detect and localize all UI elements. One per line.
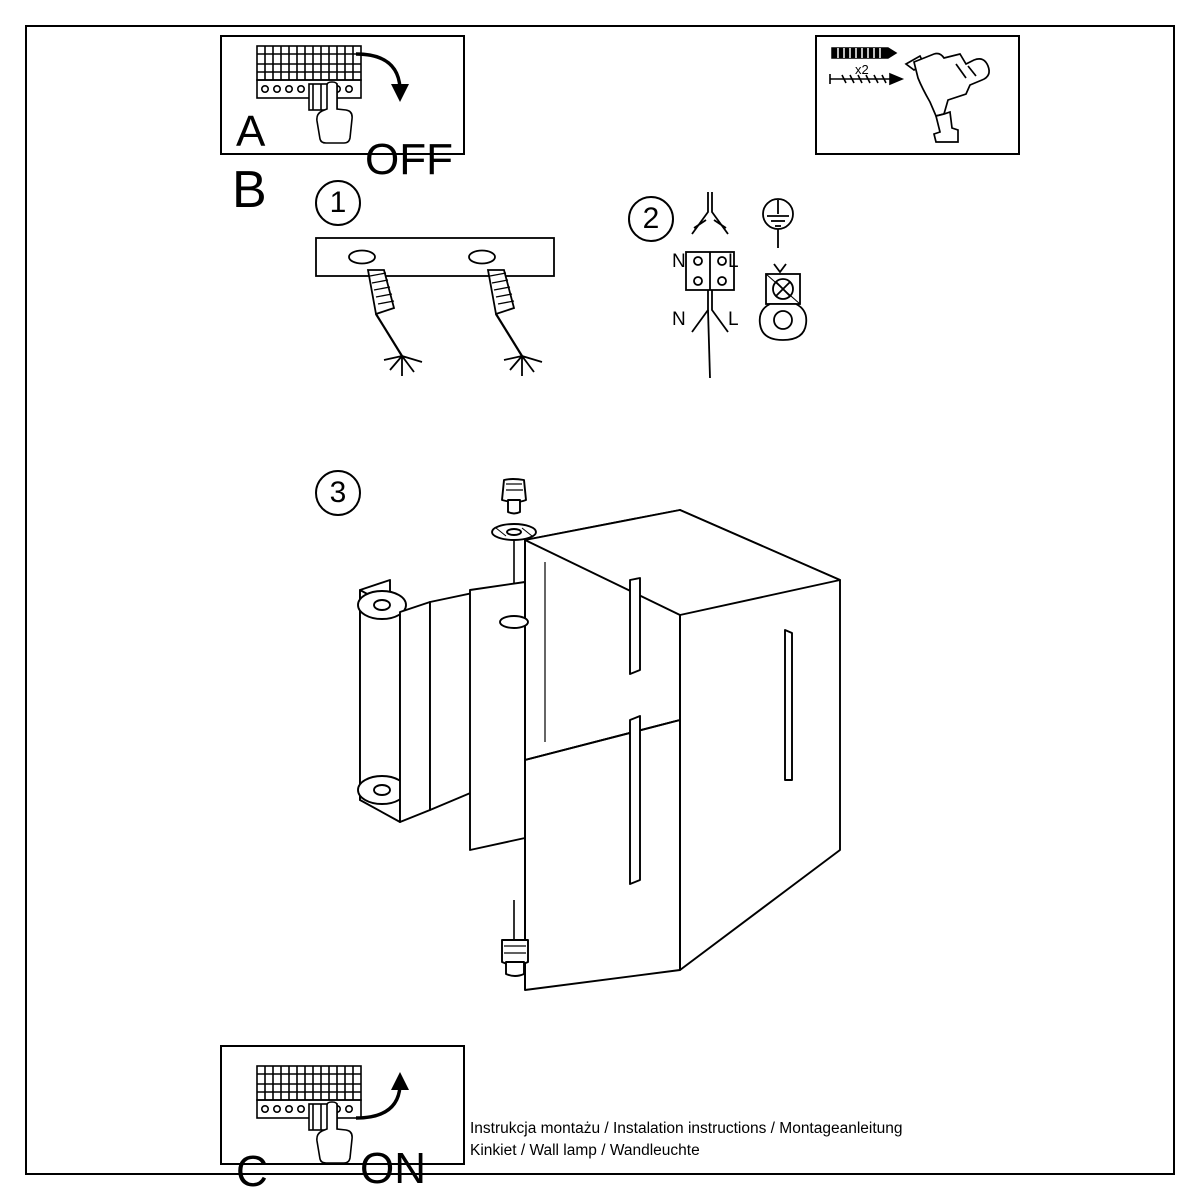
step-c-on-label: ON xyxy=(360,1144,426,1193)
step-a-letter: A xyxy=(236,107,266,156)
wall-lamp-cube-assembly-icon xyxy=(330,470,910,1010)
hand-pointing-icon xyxy=(313,83,357,145)
terminal-label-n-top: N xyxy=(672,251,686,272)
tools-quantity-label: x2 xyxy=(855,62,869,77)
earth-ground-symbol-icon xyxy=(752,196,804,252)
caption-line-1: Instrukcja montażu / Instalation instructions / Montageanleitung xyxy=(470,1120,903,1137)
screw-terminal-connector-icon xyxy=(752,262,816,344)
step-a-off-label: OFF xyxy=(365,135,453,184)
step-b-letter: B xyxy=(232,161,267,219)
mounting-bracket-with-screws-icon xyxy=(310,230,570,400)
arrow-down-curved-icon xyxy=(352,48,414,110)
hand-pointing-icon xyxy=(313,1103,357,1165)
caption-line-2: Kinkiet / Wall lamp / Wandleuchte xyxy=(470,1142,700,1159)
substep-3-number: 3 xyxy=(315,470,361,516)
arrow-up-curved-icon xyxy=(352,1068,414,1130)
substep-2-number: 2 xyxy=(628,196,674,242)
terminal-label-l-bottom: L xyxy=(728,309,739,330)
step-c-letter: C xyxy=(236,1147,268,1196)
substep-1-number: 1 xyxy=(315,180,361,226)
power-drill-icon xyxy=(900,42,1000,147)
terminal-block-wiring-icon xyxy=(672,190,752,380)
terminal-label-n-bottom: N xyxy=(672,309,686,330)
wall-plug-icon xyxy=(828,42,900,64)
terminal-label-l-top: L xyxy=(728,251,739,272)
